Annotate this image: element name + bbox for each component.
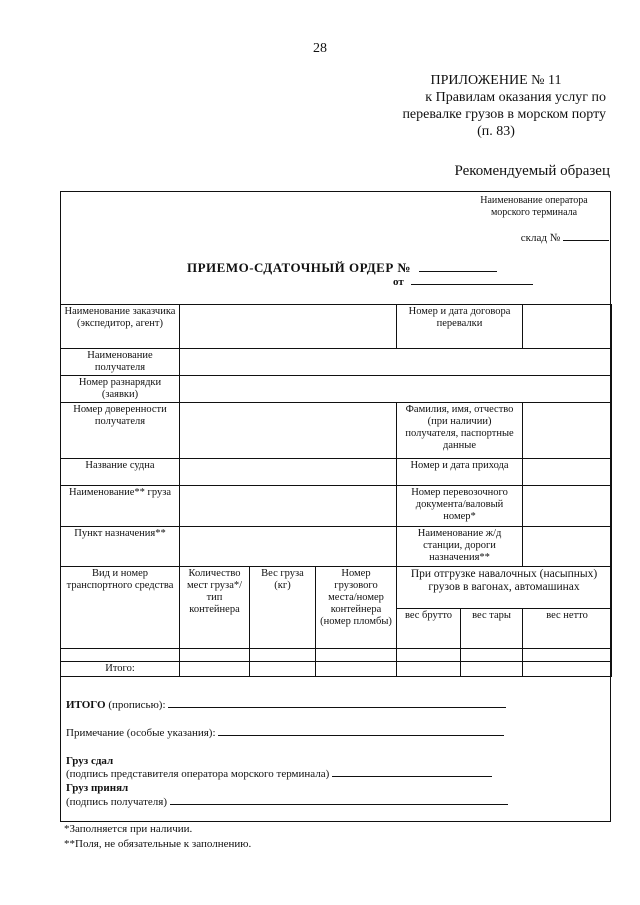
col-net: вес нетто [523,609,612,649]
col-container-no: Номер грузового места/номер контейнера (номер пломбы) [316,567,397,649]
total-cell[interactable] [397,662,461,677]
vessel-label: Название судна [61,459,180,486]
contract-label: Номер и дата договора перевалки [397,305,523,349]
operator-line-1: Наименование оператора [480,195,588,206]
rail-station-value[interactable] [523,527,612,567]
empty-cell[interactable] [397,649,461,662]
destination-value[interactable] [180,527,397,567]
footnote-1: *Заполняется при наличии. [64,823,193,835]
note-field [66,727,504,739]
recipient-person-label: Фамилия, имя, отчество (при наличии) получателя, паспортные данные [397,403,523,459]
handed-label: Груз сдал [66,755,114,767]
operator-name [464,195,604,219]
recipient-name-label: Наименование получателя [61,349,180,376]
power-of-attorney-label: Номер доверенности получателя [61,403,180,459]
page-number: 28 [313,41,327,56]
footnote-2: **Поля, не обязательные к заполнению. [64,838,252,850]
appendix-header [266,72,606,140]
rail-station-label: Наименование ж/д станции, дороги назначения** [397,527,523,567]
empty-cell[interactable] [523,649,612,662]
handed-sign-label: (подпись представителя оператора морского терминала) [66,768,330,780]
col-vehicle: Вид и номер транспортного средства [61,567,180,649]
arrival-value[interactable] [523,459,612,486]
accepted-sign-blank[interactable] [170,804,508,805]
order-number-blank[interactable] [419,271,497,272]
allocation-value[interactable] [180,376,612,403]
vessel-value[interactable] [180,459,397,486]
col-weight: Вес груза (кг) [250,567,316,649]
order-date-label: от [393,276,404,288]
handed-sign-blank[interactable] [332,776,492,777]
handed-sign-field [66,768,492,780]
power-of-attorney-value[interactable] [180,403,397,459]
appendix-title: ПРИЛОЖЕНИЕ № 11 [430,73,562,88]
note-blank[interactable] [218,735,504,736]
total-label: Итого: [61,662,180,677]
recipient-person-value[interactable] [523,403,612,459]
contract-value[interactable] [523,305,612,349]
total-cell[interactable] [523,662,612,677]
cargo-label: Наименование** груза [61,486,180,527]
transport-doc-label: Номер перевозочного документа/валовый номер* [397,486,523,527]
total-cell[interactable] [461,662,523,677]
col-places: Количество мест груза*/тип контейнера [180,567,250,649]
note-label: Примечание (особые указания): [66,727,216,739]
operator-line-2: морского терминала [490,207,578,218]
appendix-line-2: перевалке грузов в морском порту [402,107,606,122]
warehouse-blank[interactable] [563,240,609,241]
empty-cell[interactable] [250,649,316,662]
order-table [60,304,612,677]
order-date-blank[interactable] [411,284,533,285]
empty-cell[interactable] [461,649,523,662]
customer-value[interactable] [180,305,397,349]
empty-cell[interactable] [61,649,180,662]
total-cell[interactable] [250,662,316,677]
empty-cell[interactable] [316,649,397,662]
allocation-label: Номер разнарядки (заявки) [61,376,180,403]
order-title [187,260,497,276]
order-title-text: ПРИЕМО-СДАТОЧНЫЙ ОРДЕР № [187,260,412,275]
arrival-label: Номер и дата прихода [397,459,523,486]
sample-label: Рекомендуемый образец [454,163,610,179]
cargo-value[interactable] [180,486,397,527]
order-date [393,276,533,288]
warehouse-field [521,232,609,244]
total-cell[interactable] [180,662,250,677]
total-words-blank[interactable] [168,707,506,708]
recipient-name-value[interactable] [180,349,612,376]
accepted-sign-label: (подпись получателя) [66,796,168,808]
appendix-line-1: к Правилам оказания услуг по [425,90,606,105]
col-bulk-header: При отгрузке навалочных (насыпных) грузов в вагонах, автомашинах [397,567,612,609]
customer-label: Наименование заказчика (экспедитор, агент) [61,305,180,349]
warehouse-label: склад № [520,232,561,244]
accepted-label: Груз принял [66,782,129,794]
empty-cell[interactable] [180,649,250,662]
total-words-label: (прописью): [105,699,166,711]
total-in-words [66,699,506,711]
total-cell[interactable] [316,662,397,677]
accepted-sign-field [66,796,508,808]
col-gross: вес брутто [397,609,461,649]
col-tare: вес тары [461,609,523,649]
total-words-bold: ИТОГО [66,699,106,711]
destination-label: Пункт назначения** [61,527,180,567]
transport-doc-value[interactable] [523,486,612,527]
appendix-line-3: (п. 83) [477,124,515,139]
